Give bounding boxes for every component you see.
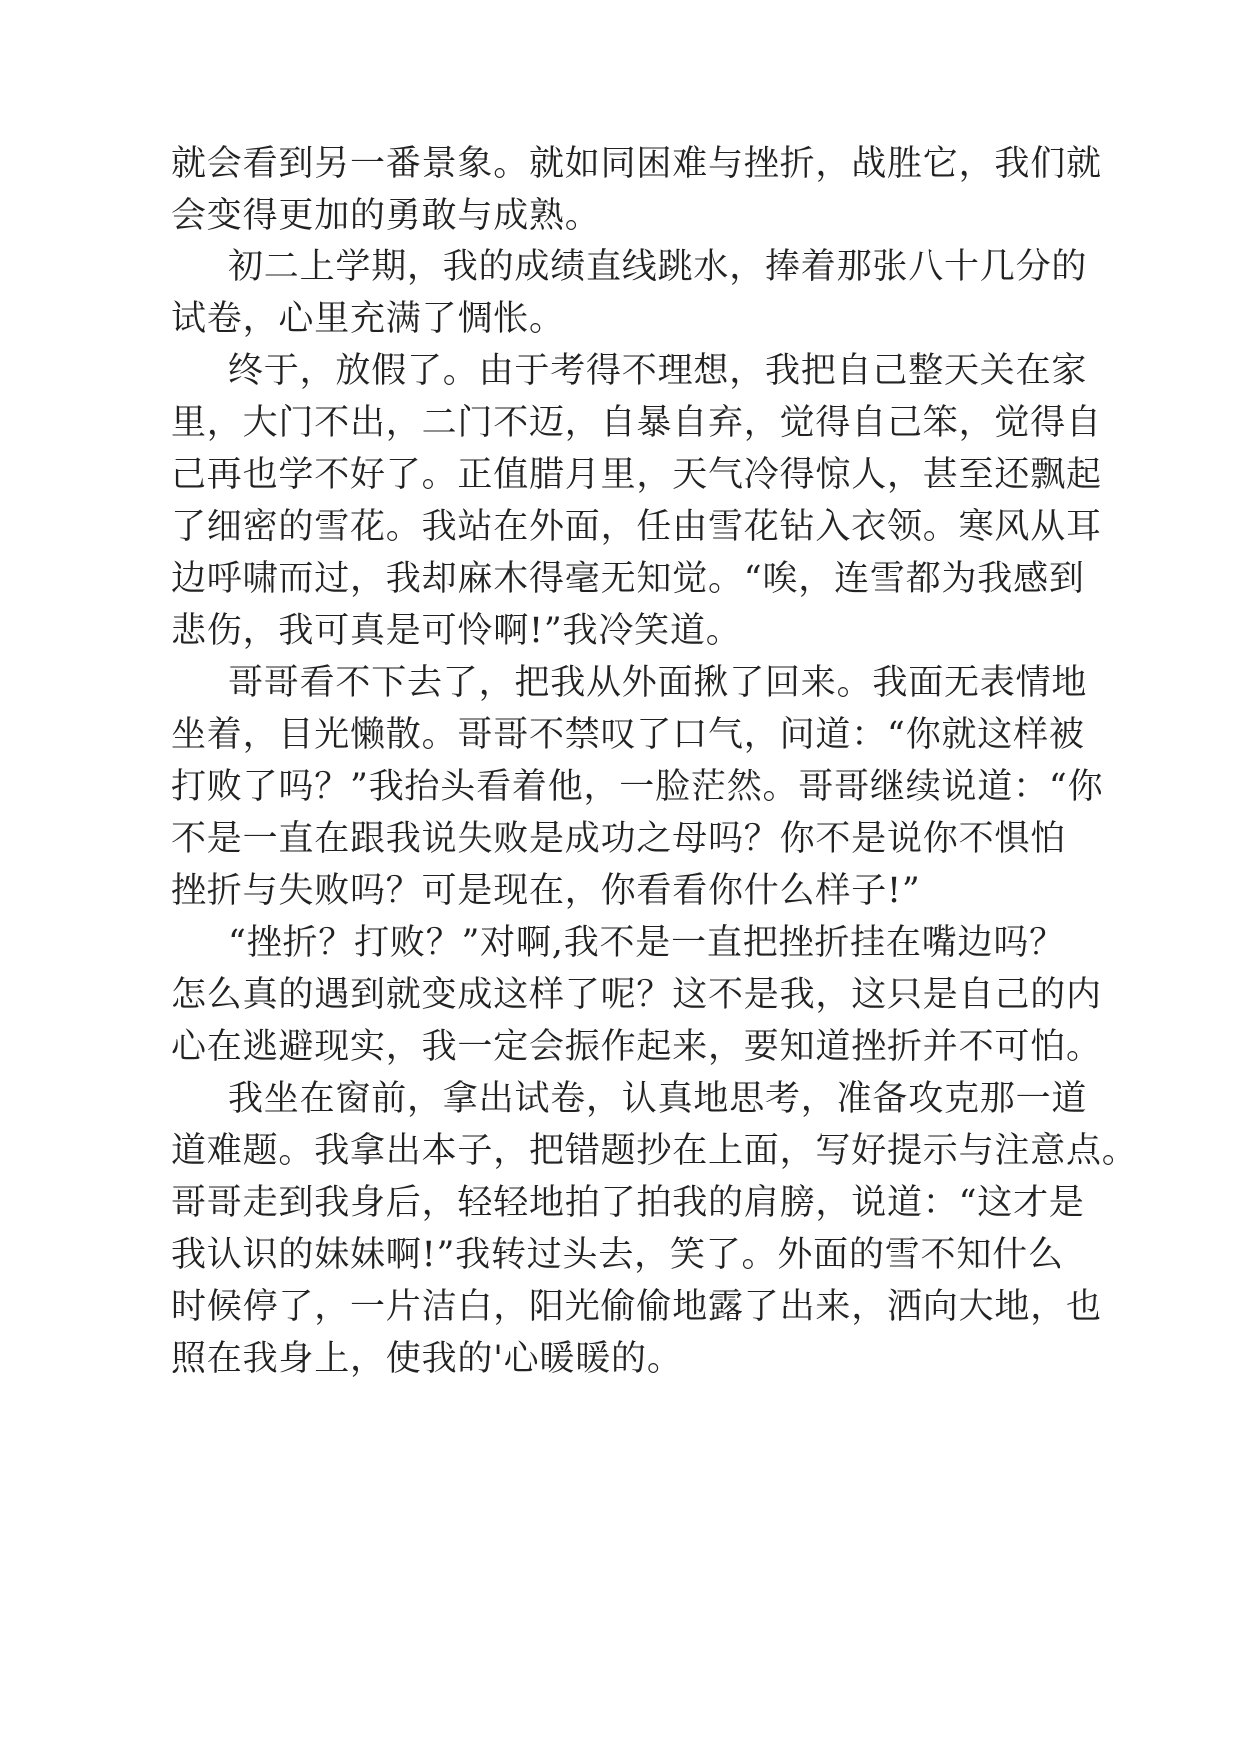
text-line: 不是一直在跟我说失败是成功之母吗？你不是说你不惧怕 [171, 819, 1067, 859]
paragraph-start-line: 终于，放假了。由于考得不理想，我把自己整天关在家 [228, 351, 1088, 391]
text-line: 了细密的雪花。我站在外面，任由雪花钻入衣领。寒风从耳 [171, 507, 1102, 547]
text-line: 悲伤，我可真是可怜啊!”我冷笑道。 [171, 611, 742, 651]
text-line: 坐着，目光懒散。哥哥不禁叹了口气，问道：“你就这样被 [171, 715, 1085, 755]
text-line: 会变得更加的勇敢与成熟。 [171, 196, 601, 236]
paragraph-start-line: 初二上学期，我的成绩直线跳水，捧着那张八十几分的 [228, 247, 1088, 287]
text-line: 我认识的妹妹啊!”我转过头去，笑了。外面的雪不知什么 [171, 1235, 1064, 1275]
text-line: 时候停了，一片洁白，阳光偷偷地露了出来，洒向大地，也 [171, 1287, 1102, 1327]
text-line: 哥哥走到我身后，轻轻地拍了拍我的肩膀，说道：“这才是 [171, 1183, 1085, 1223]
text-line: 挫折与失败吗？可是现在，你看看你什么样子!” [171, 871, 921, 911]
paragraph-start-line: 我坐在窗前，拿出试卷，认真地思考，准备攻克那一道 [228, 1079, 1088, 1119]
text-line: 试卷，心里充满了惆怅。 [171, 299, 565, 339]
text-line: 边呼啸而过，我却麻木得毫无知觉。“唉，连雪都为我感到 [171, 559, 1085, 599]
text-line: 就会看到另一番景象。就如同困难与挫折，战胜它，我们就 [171, 144, 1102, 184]
text-line: 道难题。我拿出本子，把错题抄在上面，写好提示与注意点。 [171, 1131, 1138, 1171]
paragraph-start-line: “挫折？打败？”对啊,我不是一直把挫折挂在嘴边吗？ [228, 923, 1065, 963]
text-line: 心在逃避现实，我一定会振作起来，要知道挫折并不可怕。 [171, 1027, 1102, 1067]
text-line: 怎么真的遇到就变成这样了呢？这不是我，这只是自己的内 [171, 975, 1102, 1015]
text-line: 己再也学不好了。正值腊月里，天气冷得惊人，甚至还飘起 [171, 455, 1102, 495]
paragraph-start-line: 哥哥看不下去了，把我从外面揪了回来。我面无表情地 [228, 663, 1088, 703]
text-line: 里，大门不出，二门不迈，自暴自弃，觉得自己笨，觉得自 [171, 403, 1102, 443]
text-line: 照在我身上，使我的'心暖暖的。 [171, 1339, 683, 1379]
text-line: 打败了吗？”我抬头看着他，一脸茫然。哥哥继续说道：“你 [171, 767, 1104, 807]
